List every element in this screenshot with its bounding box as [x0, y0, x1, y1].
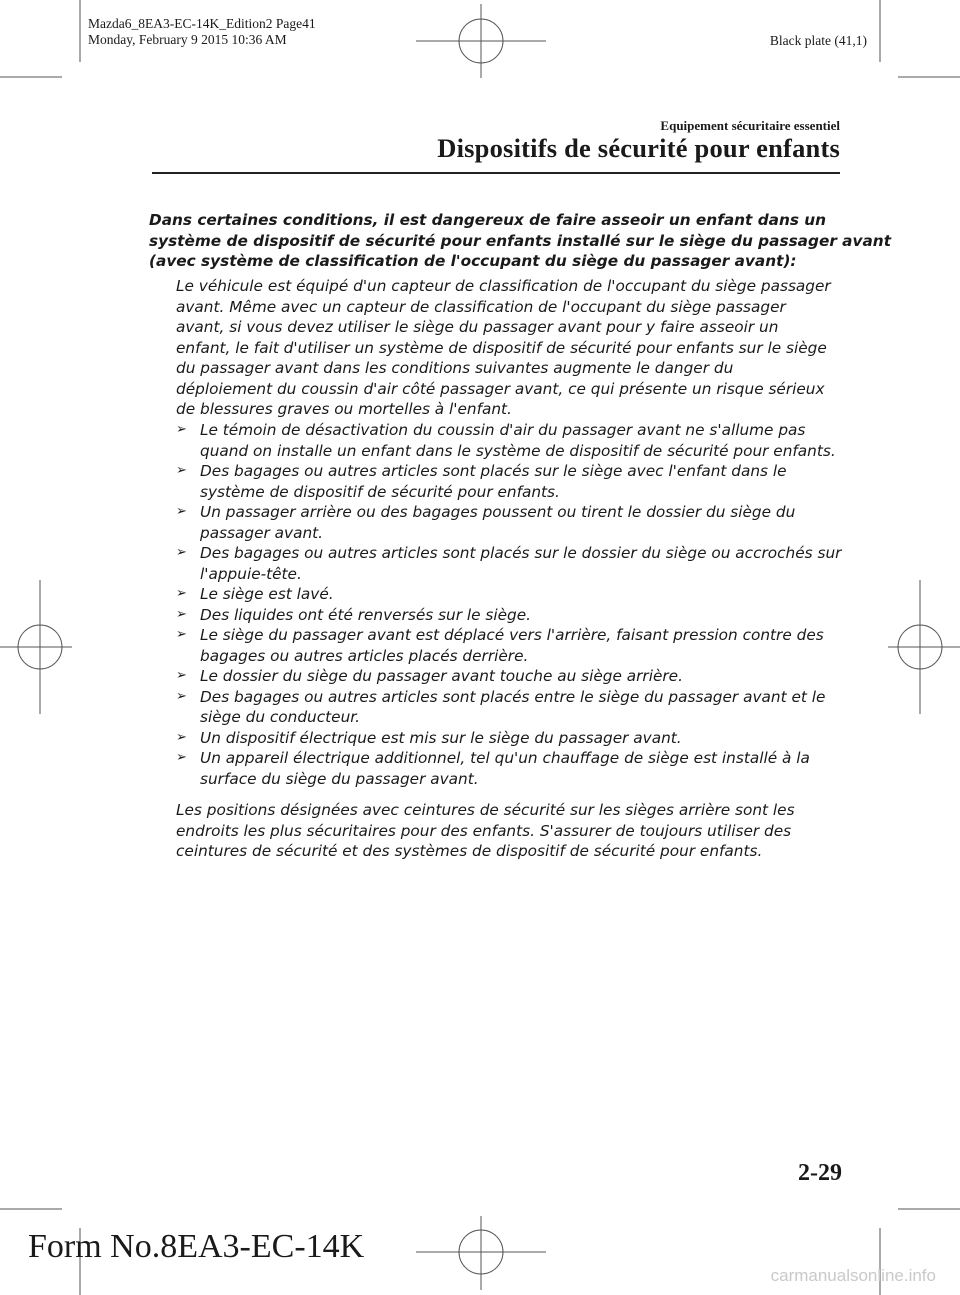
condition-item [176, 584, 856, 605]
condition-line: Le siège est lavé. [200, 585, 334, 603]
print-metadata [88, 16, 316, 48]
arrow-bullet-icon: ➢ [176, 586, 187, 601]
condition-item [176, 420, 856, 461]
condition-item [176, 748, 856, 789]
intro-line: enfant, le fait d'utiliser un système de dispositif de sécurité pour enfants sur le siège [176, 338, 827, 357]
arrow-bullet-icon: ➢ [176, 668, 187, 683]
arrow-bullet-icon: ➢ [176, 627, 187, 642]
print-timestamp: Monday, February 9 2015 10:36 AM [88, 32, 287, 47]
condition-line: bagages ou autres articles placés derrière. [200, 646, 529, 665]
condition-item [176, 543, 856, 584]
lead-line: (avec système de classification de l'occupant du siège du passager avant): [149, 252, 797, 270]
condition-line: Des bagages ou autres articles sont placés sur le dossier du siège ou accrochés sur [200, 544, 842, 562]
condition-item [176, 605, 856, 626]
warning-lead [149, 210, 892, 272]
condition-line: Des liquides ont été renversés sur le siège. [200, 605, 532, 624]
arrow-bullet-icon: ➢ [176, 422, 187, 437]
arrow-bullet-icon: ➢ [176, 688, 187, 704]
condition-line: système de dispositif de sécurité pour enfants. [200, 482, 560, 501]
intro-line: avant. Même avec un capteur de classification de l'occupant du siège passager [176, 297, 786, 316]
print-file-name: Mazda6_8EA3-EC-14K_Edition2 Page41 [88, 16, 316, 31]
warning-intro [176, 276, 856, 420]
form-number: Form No.8EA3-EC-14K [28, 1228, 365, 1265]
condition-line: Le siège du passager avant est déplacé vers l'arrière, faisant pression contre des [200, 626, 824, 644]
arrow-bullet-icon: ➢ [176, 504, 187, 519]
condition-item [176, 728, 856, 749]
warning-closing [176, 800, 856, 862]
condition-line: siège du conducteur. [200, 708, 361, 726]
intro-line: déploiement du coussin d'air côté passager avant, ce qui présente un risque sérieux [176, 379, 825, 398]
condition-item [176, 625, 856, 666]
condition-line: Des bagages ou autres articles sont placés entre le siège du passager avant et le [200, 687, 826, 706]
arrow-bullet-icon: ➢ [176, 606, 187, 622]
condition-line: l'appuie-tête. [200, 564, 302, 583]
plate-label: Black plate (41,1) [769, 33, 867, 48]
condition-line: Un passager arrière ou des bagages poussent ou tirent le dossier du siège du [200, 503, 796, 521]
condition-line: Un appareil électrique additionnel, tel qu'un chauffage de siège est installé à la [200, 749, 810, 767]
condition-line: quand on installe un enfant dans le système de dispositif de sécurité pour enfants. [200, 441, 836, 460]
condition-list [176, 420, 856, 789]
lead-line: Dans certaines conditions, il est dangereux de faire asseoir un enfant dans un [149, 211, 827, 229]
header-rule [152, 172, 840, 174]
intro-line: de blessures graves ou mortelles à l'enfant. [176, 400, 512, 418]
arrow-bullet-icon: ➢ [176, 545, 187, 560]
section-title: Dispositifs de sécurité pour enfants [437, 133, 840, 163]
condition-line: surface du siège du passager avant. [200, 769, 479, 788]
condition-item [176, 666, 856, 687]
arrow-bullet-icon: ➢ [176, 463, 187, 478]
intro-line: avant, si vous devez utiliser le siège du passager avant pour y faire asseoir un [176, 318, 779, 336]
intro-line: Le véhicule est équipé d'un capteur de classification de l'occupant du siège passager [176, 277, 831, 295]
condition-item [176, 687, 856, 728]
condition-line: Le témoin de désactivation du coussin d'air du passager avant ne s'allume pas [200, 421, 806, 439]
arrow-bullet-icon: ➢ [176, 729, 187, 745]
intro-line: du passager avant dans les conditions suivantes augmente le danger du [176, 359, 734, 377]
condition-line: Le dossier du siège du passager avant touche au siège arrière. [200, 667, 683, 685]
lead-line: système de dispositif de sécurité pour enfants installé sur le siège du passager avant [149, 231, 892, 250]
section-kicker: Equipement sécuritaire essentiel [660, 118, 840, 133]
condition-item [176, 461, 856, 502]
condition-item [176, 502, 856, 543]
page-number: 2-29 [798, 1160, 842, 1186]
condition-line: passager avant. [200, 523, 324, 542]
closing-line: ceintures de sécurité et des systèmes de dispositif de sécurité pour enfants. [176, 842, 763, 860]
arrow-bullet-icon: ➢ [176, 750, 187, 765]
watermark-text: carmanualsonline.info [770, 1266, 936, 1285]
condition-line: Des bagages ou autres articles sont placés sur le siège avec l'enfant dans le [200, 462, 787, 480]
closing-line: endroits les plus sécuritaires pour des enfants. S'assurer de toujours utiliser des [176, 821, 792, 840]
condition-line: Un dispositif électrique est mis sur le siège du passager avant. [200, 728, 682, 747]
closing-line: Les positions désignées avec ceintures de sécurité sur les sièges arrière sont les [176, 801, 795, 819]
